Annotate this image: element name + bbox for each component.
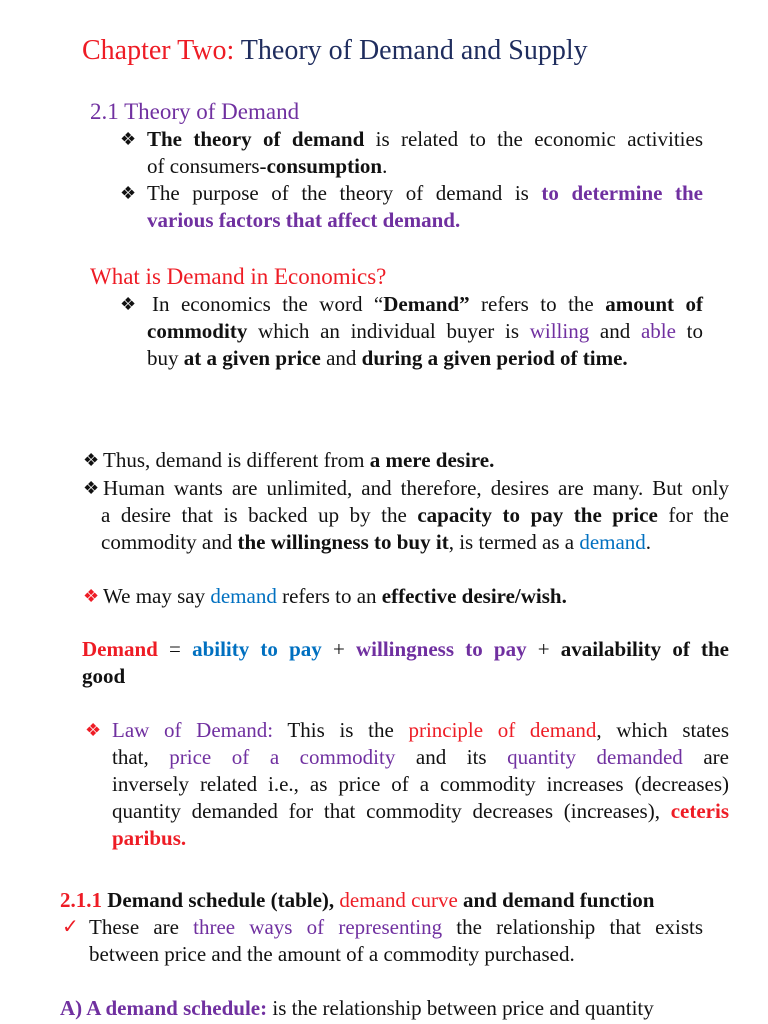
chapter-name: Theory of Demand and Supply bbox=[240, 35, 588, 66]
law-line1: Law of Demand: This is the principle of demand, which states bbox=[112, 718, 729, 742]
bullet-diamond-icon: ❖ bbox=[120, 183, 137, 203]
s21-b1-line2: of consumers-consumption. bbox=[147, 154, 388, 178]
whatis-line3: buy at a given price and during a given period of time. bbox=[147, 346, 628, 370]
thus-line1: Thus, demand is different from a mere desire. bbox=[103, 448, 495, 472]
section-2-1-heading: 2.1 Theory of Demand bbox=[90, 99, 300, 124]
demand-equation-line1: Demand = ability to pay + willingness to pay + availability of the bbox=[82, 637, 729, 661]
whatis-line2: commodity which an individual buyer is willing and able to bbox=[147, 319, 703, 343]
bullet-diamond-icon: ❖ bbox=[83, 586, 100, 606]
whatis-line1: In economics the word “Demand” refers to the amount of bbox=[152, 292, 703, 316]
bullet-diamond-icon: ❖ bbox=[120, 129, 137, 149]
law-line2: that, price of a commodity and its quantity demanded are bbox=[112, 745, 729, 769]
chapter-label: Chapter Two: bbox=[82, 35, 235, 66]
page-title bbox=[82, 34, 588, 68]
thus-b3-line: We may say demand refers to an effective desire/wish. bbox=[103, 584, 567, 608]
bullet-diamond-icon: ❖ bbox=[120, 294, 137, 314]
s211-b1-line1: These are three ways of representing the relationship that exists bbox=[89, 915, 703, 939]
thus-b2-line1: Human wants are unlimited, and therefore, desires are many. But only bbox=[103, 476, 729, 500]
thus-b2-line3: commodity and the willingness to buy it, is termed as a demand. bbox=[101, 530, 652, 554]
bullet-diamond-icon: ❖ bbox=[83, 478, 100, 498]
section-2-1-1-heading: 2.1.1 Demand schedule (table), demand curve and demand function bbox=[60, 888, 655, 912]
thus-b2-line2: a desire that is backed up by the capacity to pay the price for the bbox=[101, 503, 730, 527]
bullet-diamond-icon: ❖ bbox=[85, 720, 102, 740]
law-line3: inversely related i.e., as price of a commodity increases (decreases) bbox=[112, 772, 729, 796]
law-line5: paribus. bbox=[112, 826, 187, 850]
law-line4: quantity demanded for that commodity decreases (increases), ceteris bbox=[112, 799, 729, 823]
s21-b1-line1: The theory of demand is related to the economic activities bbox=[147, 127, 704, 151]
s21-b2-line1: The purpose of the theory of demand is to determine the bbox=[147, 181, 703, 205]
s21-b2-line2: various factors that affect demand. bbox=[147, 208, 461, 232]
checkmark-icon: ✓ bbox=[62, 916, 79, 938]
s211-b1-line2: between price and the amount of a commodity purchased. bbox=[89, 942, 575, 966]
bullet-diamond-icon: ❖ bbox=[83, 450, 100, 470]
what-is-demand-heading: What is Demand in Economics? bbox=[90, 264, 387, 289]
demand-schedule-line: A) A demand schedule: is the relationship between price and quantity bbox=[60, 996, 654, 1020]
demand-equation-line2: good bbox=[82, 664, 126, 688]
